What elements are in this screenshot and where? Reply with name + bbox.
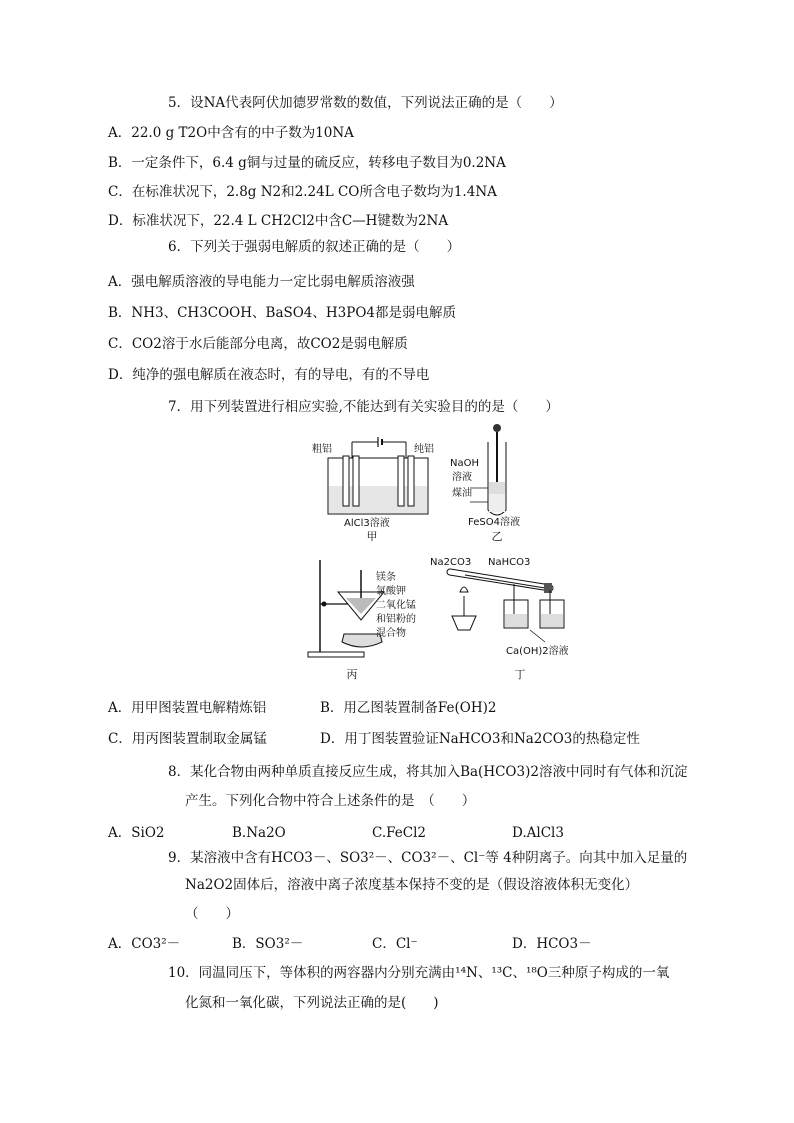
q9-option-b: B．SO3²－: [232, 936, 304, 952]
q7-option-b: B．用乙图装置制备Fe(OH)2: [320, 700, 497, 716]
q5-option-d: D．标准状况下，22.4 L CH2Cl2中含C—H键数为2NA: [108, 213, 449, 229]
q9-stem-line3: （ ）: [185, 906, 239, 922]
q5-option-c: C．在标准状况下，2.8g N2和2.24L CO所含电子数均为1.4NA: [108, 184, 497, 200]
figure-jia-electrolysis: [312, 437, 434, 543]
q8-option-a: A．SiO2: [108, 825, 165, 841]
q8-option-b: B.Na2O: [232, 825, 286, 841]
yi-label-kerosene: 煤油: [452, 488, 472, 499]
q7-apparatus-figure: [300, 420, 630, 685]
figure-ding-thermal-stability: [430, 557, 569, 681]
jia-caption: 甲: [366, 530, 378, 543]
ding-label-na2co3: Na2CO3: [430, 557, 472, 568]
q9-stem-line2: Na2O2固体后，溶液中离子浓度基本保持不变的是（假设溶液体积无变化）: [185, 877, 639, 893]
yi-label-naoh: NaOH: [450, 458, 479, 469]
q6-option-d: D．纯净的强电解质在液态时，有的导电，有的不导电: [108, 367, 430, 383]
q6-option-c: C．CO2溶于水后能部分电离，故CO2是弱电解质: [108, 336, 408, 352]
bing-label-mno2: 二氧化锰: [376, 600, 416, 611]
q8-stem-line2: 产生。下列化合物中符合上述条件的是 （ ）: [185, 793, 476, 809]
jia-left-label: 粗铝: [312, 444, 332, 455]
bing-label-mg: 镁条: [376, 572, 396, 583]
yi-label-solution: 溶液: [452, 472, 472, 483]
ding-label-nahco3: NaHCO3: [488, 557, 531, 568]
q8-option-d: D.AlCl3: [512, 825, 564, 841]
yi-caption: 乙: [491, 530, 503, 543]
q7-stem: 7．用下列装置进行相应实验,不能达到有关实验目的的是（ ）: [168, 399, 559, 415]
q9-stem-line1: 9．某溶液中含有HCO3－、SO3²－、CO3²－、Cl⁻等 4种阴离子。向其中加入足量的: [168, 850, 688, 866]
bing-label-kclo3: 氯酸钾: [376, 586, 406, 597]
q6-option-a: A．强电解质溶液的导电能力一定比弱电解质溶液强: [108, 274, 415, 290]
q10-stem-line1: 10．同温同压下，等体积的两容器内分别充满由¹⁴N、¹³C、¹⁸O三种原子构成的一氧: [168, 965, 670, 981]
q5-option-b: B．一定条件下，6.4 g铜与过量的硫反应，转移电子数目为0.2NA: [108, 155, 506, 171]
jia-solution-label: AlCl3溶液: [344, 518, 390, 529]
q5-stem: 5．设NA代表阿伏加德罗常数的数值，下列说法正确的是（ ）: [168, 95, 563, 111]
q8-stem-line1: 8．某化合物由两种单质直接反应生成，将其加入Ba(HCO3)2溶液中同时有气体和沉淀: [168, 764, 688, 780]
q6-option-b: B．NH3、CH3COOH、BaSO4、H3PO4都是弱电解质: [108, 305, 457, 321]
ding-caption: 丁: [514, 668, 526, 681]
q7-option-d: D．用丁图装置验证NaHCO3和Na2CO3的热稳定性: [320, 731, 640, 747]
q7-option-c: C．用丙图装置制取金属锰: [108, 731, 267, 747]
bing-label-al: 和铝粉的: [376, 614, 416, 625]
q10-stem-line2: 化氮和一氧化碳，下列说法正确的是( ): [185, 995, 439, 1011]
bing-caption: 丙: [346, 668, 358, 681]
ding-solution-label: Ca(OH)2溶液: [506, 646, 569, 657]
q9-option-d: D．HCO3－: [512, 936, 592, 952]
q9-option-c: C．Cl⁻: [372, 936, 418, 952]
q6-stem: 6．下列关于强弱电解质的叙述正确的是（ ）: [168, 239, 461, 255]
figure-bing-thermite: [308, 560, 416, 681]
q5-option-a: A．22.0 g T2O中含有的中子数为10NA: [108, 125, 354, 141]
q7-option-a: A．用甲图装置电解精炼铝: [108, 700, 267, 716]
q9-option-a: A．CO3²－: [108, 936, 181, 952]
jia-right-label: 纯铝: [414, 444, 434, 455]
q8-option-c: C.FeCl2: [372, 825, 426, 841]
yi-solution-label: FeSO4溶液: [468, 517, 520, 528]
figure-yi-testtube: [450, 424, 520, 543]
bing-label-mixture: 混合物: [376, 628, 406, 639]
